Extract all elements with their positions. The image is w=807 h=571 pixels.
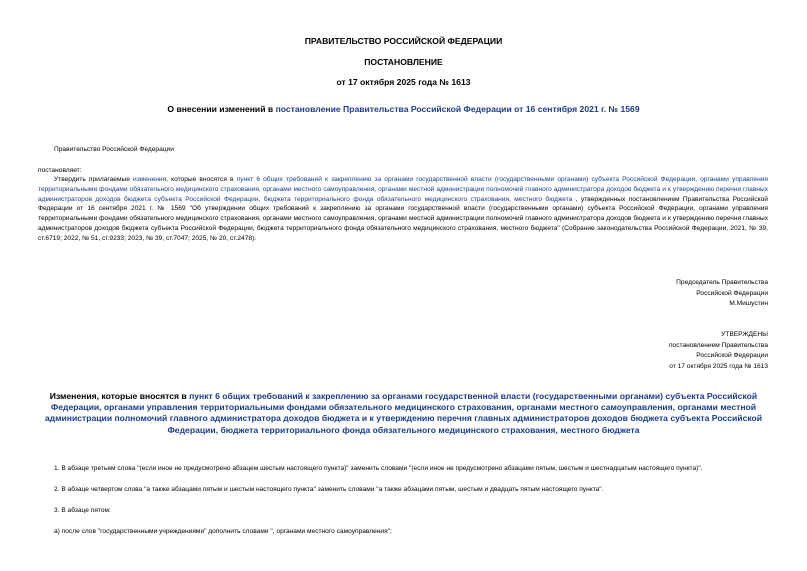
list-item: 1. В абзаце третьем слова "(если иное не предусмотрено абзацем шестым настоящего пункта)" заменить словами "(если иное не предусмотрено абзацами пятым, шестым и шестнадцатым настоящего пункта)". [54,465,703,472]
changes-heading [36,391,771,436]
government-heading: ПРАВИТЕЛЬСТВО РОССИЙСКОЙ ФЕДЕРАЦИИ [304,36,503,46]
main-paragraph-part: , утвержденных постановлением Правительства Российской Федерации от 16 сентября 2021 г. № 1569 "Об утверждении общих требований к закреплению за органами государственной власти (государственными органами) субъекта Российской Федерации, органами управления территориальными фондами обязательного медицинского страхования, органами местного самоуправления, органами местной администрации полномочий главного администратора доходов бюджета и к утверждению перечня главных администраторов доходов бюджета субъекта Российской Федерации, бюджета территориального фонда обязательного медицинского страхования, местного бюджета" (Собрание законодательства Российской Федерации, 2021, № 39, ст.6719; 2022, № 51, ст.9233; 2023, № 39, ст.7047; 2025, № 20, ст.2478). [38,195,768,242]
decides-text: постановляет: [38,167,82,174]
main-paragraph-part: , которые вносятся в [166,176,237,183]
signature-name: М.Мишустин [729,300,768,308]
approved-country: Российской Федерации [696,352,768,360]
main-paragraph [38,175,768,244]
signature-position: Председатель Правительства [676,279,768,286]
approved-title: УТВЕРЖДЕНЫ [721,331,768,338]
clause-6-link[interactable]: пункт 6 общих требований к закреплению за органами государственной власти (государственными органами) субъекта Российской Федерации, органами управления территориальными фондами обязательного медицинского страхования, органами местного самоуправления, органами местной администрации полномочий главного администратора доходов бюджета и к утверждению перечня главных администраторов доходов бюджета субъекта Российской Федерации, бюджета территориального фонда обязательного медицинского страхования, местного бюджета [38,176,768,203]
approved-block [669,330,768,372]
main-paragraph-part: Утвердить прилагаемые [54,176,134,183]
approved-date: от 17 октября 2025 года № 1613 [669,362,768,370]
doc-date-number: от 17 октября 2025 года № 1613 [336,77,471,87]
list-item: 3. В абзаце пятом: [54,507,111,514]
changes-link[interactable]: изменения [133,176,167,183]
list-item: 2. В абзаце четвертом слова "а также абзацами пятым и шестым настоящего пункта" заменить словами "а также абзацами пятым, шестым и двадцать пятым настоящего пункта". [54,486,604,493]
changes-clause-6-link[interactable]: пункт 6 общих требований к закреплению за органами государственной власти (государственными органами) субъекта Российской Федерации, органами управления территориальными фондами обязательного медицинского страхования, органами местного самоуправления, органами местной администрации полномочий главного администратора доходов бюджета и к утверждению перечня главных администраторов доходов бюджета субъекта Российской Федерации, бюджета территориального фонда обязательного медицинского страхования, местного бюджета [44,391,763,435]
signature-block [676,278,768,310]
document-title [0,104,807,114]
signature-country: Российской Федерации [696,289,768,297]
list-item: а) после слов "государственными учреждениями" дополнить словами ", органами местного самоуправления"; [54,528,392,535]
issuer-text: Правительство Российской Федерации [54,146,174,153]
doc-type-heading: ПОСТАНОВЛЕНИЕ [364,57,443,67]
changes-heading-prefix: Изменения, которые вносятся в [49,391,190,401]
approved-by: постановлением Правительства [668,341,768,349]
resolution-1569-link[interactable]: постановление Правительства Российской Федерации от 16 сентября 2021 г. № 1569 [275,104,640,114]
document-title-prefix: О внесении изменений в [167,104,276,114]
